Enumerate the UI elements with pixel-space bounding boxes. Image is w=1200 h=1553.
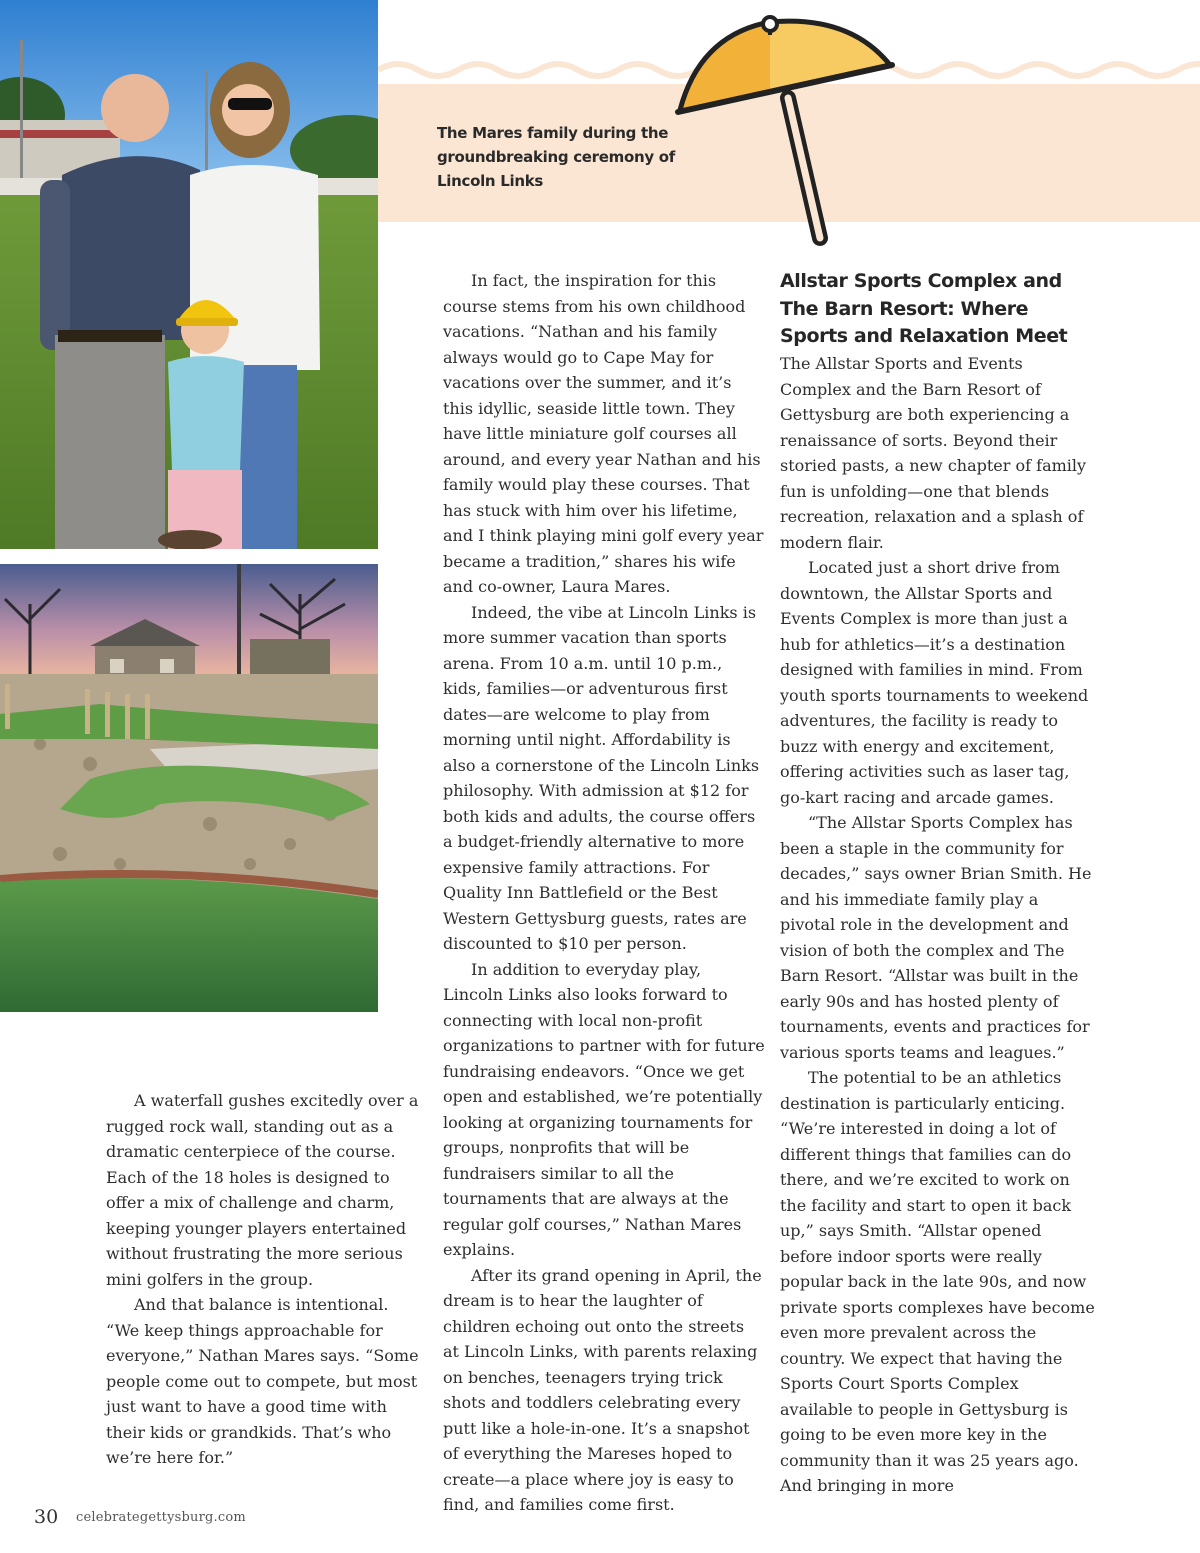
left-paragraph-1: A waterfall gushes excitedly over a rugged rock wall, standing out as a dramatic centerpiece of the course. Each of the 18 holes is designed to offer a mix of challenge and charm, keeping younger players entertained without frustrating the more serious mini golfers in the group.: [106, 1091, 419, 1289]
family-photo: [0, 0, 378, 549]
family-photo-illustration: [0, 0, 378, 549]
photo-caption: The Mares family during the groundbreaking ceremony of Lincoln Links: [437, 124, 676, 190]
right-paragraph-3: “The Allstar Sports Complex has been a staple in the community for decades,” says owner Brian Smith. He and his immediate family play a pivotal role in the development and vision of both the complex and The Barn Resort. “Allstar was built in the early 90s and has hosted plenty of tournaments, events and practices for various sports teams and leagues.”: [780, 813, 1092, 1062]
website-url[interactable]: celebrategettysburg.com: [76, 1510, 246, 1525]
right-paragraph-1: The Allstar Sports and Events Complex and the Barn Resort of Gettysburg are both experiencing a renaissance of sorts. Beyond their storied pasts, a new chapter of family fun is unfolding—one that blends recreation, relaxation and a splash of modern flair.: [780, 354, 1087, 552]
left-paragraph-2: And that balance is intentional. “We keep things approachable for everyone,” Nathan Mares says. “Some people come out to compete, but most just want to have a good time with their kids or grandkids. That’s who we’re here for.”: [106, 1295, 419, 1467]
middle-paragraph-1: In fact, the inspiration for this course stems from his own childhood vacations. “Nathan and his family always would go to Cape May for vacations over the summer, and it’s this idyllic, seaside little town. They have little miniature golf courses all around, and every year Nathan and his family would play these courses. That has stuck with him over his lifetime, and I think playing mini golf every year became a tradition,” shares his wife and co-owner, Laura Mares.: [443, 271, 764, 596]
beach-umbrella-icon: [670, 10, 910, 250]
right-text-column: [780, 351, 1095, 1499]
course-photo-illustration: [0, 564, 378, 1012]
page-number: 30: [34, 1506, 59, 1528]
right-paragraph-2: Located just a short drive from downtown, the Allstar Sports and Events Complex is more than just a hub for athletics—it’s a destination designed with families in mind. From youth sports tournaments to weekend adventures, the facility is ready to buzz with energy and excitement, offering activities such as laser tag, go-kart racing and arcade games.: [780, 558, 1089, 807]
course-photo: [0, 564, 378, 1012]
left-text-column: [106, 1088, 424, 1471]
section-heading: Allstar Sports Complex and The Barn Resort: Where Sports and Relaxation Meet: [780, 270, 1068, 347]
right-paragraph-4: The potential to be an athletics destination is particularly enticing. “We’re interested in doing a lot of different things that families can do there, and we’re excited to work on the facility and start to open it back up,” says Smith. “Allstar opened before indoor sports were really popular back in the late 90s, and now private sports complexes have become even more prevalent across the country. We expect that having the Sports Court Sports Complex available to people in Gettysburg is going to be even more key in the community than it was 25 years ago. And bringing in more: [780, 1068, 1095, 1495]
middle-paragraph-3: In addition to everyday play, Lincoln Links also looks forward to connecting with local non-profit organizations to partner with for future fundraising endeavors. “Once we get open and established, we’re potentially looking at organizing tournaments for groups, nonprofits that will be fundraisers similar to all the tournaments that are always at the regular golf courses,” Nathan Mares explains.: [443, 959, 765, 1259]
middle-paragraph-4: After its grand opening in April, the dream is to hear the laughter of children echoing out onto the streets at Lincoln Links, with parents relaxing on benches, teenagers trying trick shots and toddlers celebrating every putt like a hole-in-one. It’s a snapshot of everything the Mareses hoped to create—a place where joy is easy to find, and families come first.: [443, 1265, 762, 1514]
middle-paragraph-2: Indeed, the vibe at Lincoln Links is more summer vacation than sports arena. From 10 a.m. until 10 p.m., kids, families—or adventurous first dates—are welcome to play from morning until night. Affordability is also a cornerstone of the Lincoln Links philosophy. With admission at $12 for both kids and adults, the course offers a budget-friendly alternative to more expensive family attractions. For Quality Inn Battlefield or the Best Western Gettysburg guests, rates are discounted to $10 per person.: [443, 602, 760, 953]
middle-text-column: [443, 268, 765, 1518]
